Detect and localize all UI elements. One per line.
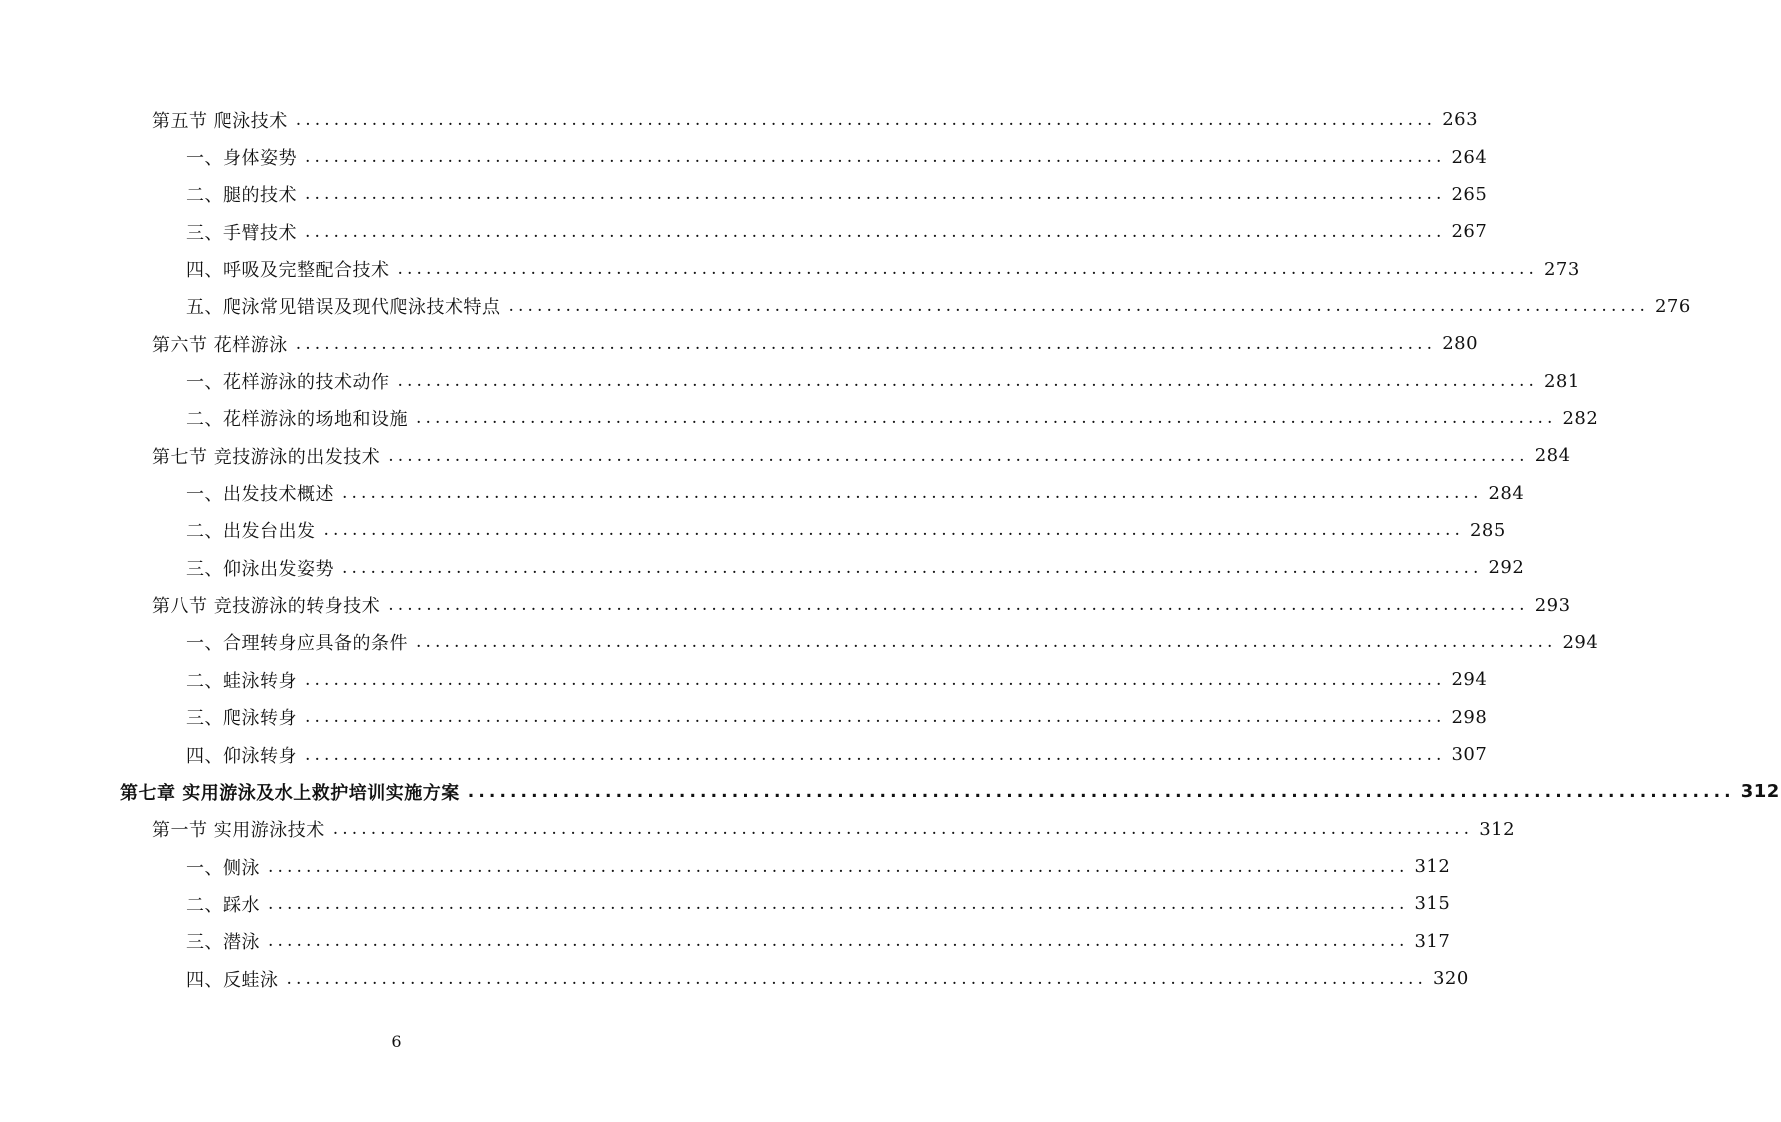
toc-entry-page: 294 xyxy=(1451,669,1488,691)
toc-entry-title: 第一节 实用游泳技术 xyxy=(152,820,325,842)
toc-entry-title: 一、花样游泳的技术动作 xyxy=(186,372,390,394)
toc-entry-title: 四、仰泳转身 xyxy=(186,745,297,767)
toc-entry-page: 273 xyxy=(1543,258,1580,280)
toc-entry-title: 一、侧泳 xyxy=(186,857,260,879)
toc-entry-page: 284 xyxy=(1488,482,1525,504)
toc-entry-page: 312 xyxy=(1479,818,1516,840)
toc-entry-page: 294 xyxy=(1562,631,1599,653)
toc-entry-page: 312 xyxy=(1740,781,1780,803)
toc-subsection-row[interactable] xyxy=(186,699,1488,736)
toc-subsection-row[interactable] xyxy=(186,661,1488,698)
toc-dot-leader: ........................................................................................................................ xyxy=(305,221,1446,242)
table-of-contents xyxy=(0,101,1780,997)
toc-entry-title: 二、蛙泳转身 xyxy=(186,670,297,692)
toc-entry-title: 第五节 爬泳技术 xyxy=(152,110,288,132)
toc-entry-title: 二、腿的技术 xyxy=(186,185,297,207)
toc-subsection-row[interactable] xyxy=(186,736,1488,773)
toc-entry-title: 一、出发技术概述 xyxy=(186,484,334,506)
toc-dot-leader: ........................................................................................................................ xyxy=(305,147,1446,168)
toc-entry-page: 293 xyxy=(1534,594,1571,616)
toc-dot-leader: ........................................................................................................................ xyxy=(397,371,1538,392)
toc-entry-title: 三、爬泳转身 xyxy=(186,708,297,730)
toc-entry-page: 312 xyxy=(1414,856,1451,878)
toc-subsection-row[interactable] xyxy=(186,474,1525,511)
toc-entry-page: 292 xyxy=(1488,557,1525,579)
toc-entry-page: 317 xyxy=(1414,930,1451,952)
toc-entry-title: 第八节 竞技游泳的转身技术 xyxy=(152,596,381,618)
toc-dot-leader: ........................................................................................................................ xyxy=(286,968,1427,989)
toc-entry-title: 二、出发台出发 xyxy=(186,521,316,543)
toc-entry-page: 267 xyxy=(1451,221,1488,243)
toc-entry-page: 264 xyxy=(1451,146,1488,168)
toc-subsection-row[interactable] xyxy=(186,138,1488,175)
toc-entry-page: 276 xyxy=(1654,295,1691,317)
toc-entry-title: 一、合理转身应具备的条件 xyxy=(186,633,408,655)
toc-subsection-row[interactable] xyxy=(186,923,1451,960)
toc-subsection-row[interactable] xyxy=(186,362,1580,399)
toc-entry-title: 二、踩水 xyxy=(186,894,260,916)
toc-entry-page: 307 xyxy=(1451,744,1488,766)
toc-section-row[interactable] xyxy=(152,437,1571,474)
toc-entry-page: 265 xyxy=(1451,183,1488,205)
toc-subsection-row[interactable] xyxy=(186,250,1580,287)
toc-dot-leader: ........................................................................................................................ xyxy=(268,931,1409,952)
toc-entry-title: 一、身体姿势 xyxy=(186,148,297,170)
toc-subsection-row[interactable] xyxy=(186,176,1488,213)
toc-entry-title: 三、潜泳 xyxy=(186,932,260,954)
toc-chapter-row[interactable] xyxy=(120,773,1780,810)
toc-dot-leader: ........................................................................................................................ xyxy=(416,408,1557,429)
toc-dot-leader: ........................................................................................................................ xyxy=(305,707,1446,728)
toc-entry-title: 四、呼吸及完整配合技术 xyxy=(186,260,390,282)
toc-dot-leader: ........................................................................................................................ xyxy=(416,632,1557,653)
toc-entry-title: 五、爬泳常见错误及现代爬泳技术特点 xyxy=(186,297,501,319)
toc-entry-title: 第七节 竞技游泳的出发技术 xyxy=(152,446,381,468)
toc-dot-leader: ........................................................................................................................ xyxy=(332,819,1474,840)
toc-section-row[interactable] xyxy=(152,811,1516,848)
toc-entry-title: 二、花样游泳的场地和设施 xyxy=(186,409,408,431)
toc-entry-title: 三、手臂技术 xyxy=(186,222,297,244)
toc-subsection-row[interactable] xyxy=(186,400,1599,437)
toc-dot-leader: ........................................................................................................................ xyxy=(305,744,1446,765)
toc-dot-leader: ........................................................................................................................ xyxy=(388,445,1529,466)
toc-entry-page: 285 xyxy=(1469,519,1506,541)
toc-section-row[interactable] xyxy=(152,586,1571,623)
toc-entry-page: 280 xyxy=(1442,333,1479,355)
toc-entry-page: 284 xyxy=(1534,445,1571,467)
toc-entry-page: 320 xyxy=(1432,968,1469,990)
toc-dot-leader: ........................................................................................................................ xyxy=(305,184,1446,205)
toc-entry-title: 三、仰泳出发姿势 xyxy=(186,558,334,580)
toc-subsection-row[interactable] xyxy=(186,885,1451,922)
toc-entry-page: 281 xyxy=(1543,370,1580,392)
page-number: 6 xyxy=(391,1032,402,1051)
toc-subsection-row[interactable] xyxy=(186,624,1599,661)
toc-entry-title: 四、反蛙泳 xyxy=(186,969,279,991)
toc-dot-leader: ........................................................................................................................ xyxy=(323,520,1464,541)
toc-dot-leader: ........................................................................................................................ xyxy=(397,259,1538,280)
toc-section-row[interactable] xyxy=(152,325,1479,362)
toc-dot-leader: ........................................................................................................................ xyxy=(305,669,1446,690)
toc-entry-page: 298 xyxy=(1451,706,1488,728)
toc-dot-leader: ........................................................................................................................ xyxy=(342,557,1483,578)
toc-entry-page: 315 xyxy=(1414,893,1451,915)
toc-dot-leader: ........................................................................................................................ xyxy=(295,333,1437,354)
toc-dot-leader: ........................................................................................................................ xyxy=(388,595,1529,616)
toc-dot-leader: ........................................................................................................................ xyxy=(508,296,1649,317)
toc-entry-title: 第六节 花样游泳 xyxy=(152,334,288,356)
toc-subsection-row[interactable] xyxy=(186,288,1691,325)
toc-section-row[interactable] xyxy=(152,101,1479,138)
toc-entry-page: 263 xyxy=(1442,109,1479,131)
toc-dot-leader: ........................................................................................................................ xyxy=(268,893,1409,914)
toc-entry-page: 282 xyxy=(1562,407,1599,429)
toc-dot-leader: ........................................................................................................................ xyxy=(268,856,1409,877)
toc-dot-leader: ........................................................................................................................ xyxy=(295,109,1437,130)
toc-entry-title: 第七章 实用游泳及水上救护培训实施方案 xyxy=(120,782,460,804)
toc-subsection-row[interactable] xyxy=(186,848,1451,885)
toc-subsection-row[interactable] xyxy=(186,549,1525,586)
toc-dot-leader: ........................................................................................................................ xyxy=(467,781,1735,802)
toc-dot-leader: ........................................................................................................................ xyxy=(342,483,1483,504)
toc-subsection-row[interactable] xyxy=(186,213,1488,250)
toc-subsection-row[interactable] xyxy=(186,960,1469,997)
toc-subsection-row[interactable] xyxy=(186,512,1506,549)
